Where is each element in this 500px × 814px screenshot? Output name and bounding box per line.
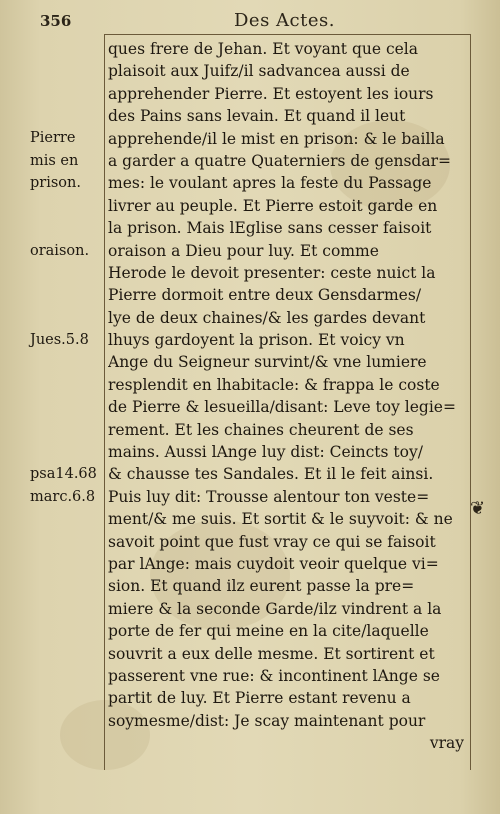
text-line: lhuys gardoyent la prison. Et voicy vn (108, 331, 405, 350)
text-line: resplendit en lhabitacle: & frappa le coste (108, 375, 440, 394)
text-line: des Pains sans levain. Et quand il leut (108, 107, 406, 126)
text-line: Pierre dormoit entre deux Gensdarmes/ (108, 286, 422, 305)
text-line: Herode le devoit presenter: ceste nuict la (108, 263, 436, 282)
text-line: soymesme/dist: Je scay maintenant pour (108, 711, 426, 730)
text-line: mains. Aussi lAnge luy dist: Ceincts toy/ (108, 443, 423, 462)
text-line: souvrit a eux delle mesme. Et sortirent et (108, 644, 435, 663)
page-header (0, 6, 500, 36)
margin-note: psa14.68 (30, 466, 97, 482)
text-line: par lAnge: mais cuydoit veoir quelque vi= (108, 554, 439, 573)
page-number: 356 (40, 12, 72, 30)
margin-note: oraison. (30, 243, 90, 259)
text-line: plaisoit aux Juifz/il sadvancea aussi de (108, 62, 410, 81)
text-line: Ange du Seigneur survint/& vne lumiere (108, 353, 427, 372)
main-text-block (108, 38, 470, 755)
text-line: partit de luy. Et Pierre estant revenu a (108, 689, 411, 708)
text-line: sion. Et quand ilz eurent passe la pre= (108, 577, 415, 596)
margin-note: prison. (30, 175, 81, 191)
text-line: a garder a quatre Quaterniers de gensdar= (108, 151, 451, 170)
text-line: lye de deux chaines/& les gardes devant (108, 308, 426, 327)
margin-note: marc.6.8 (30, 489, 96, 505)
margin-note: Pierre (30, 130, 76, 146)
text-line: ment/& me suis. Et sortit & le suyvoit: & ne (108, 510, 453, 529)
text-line: porte de fer qui meine en la cite/laquelle (108, 622, 429, 641)
margin-note: mis en (30, 153, 79, 169)
text-line: ques frere de Jehan. Et voyant que cela (108, 40, 419, 58)
running-head: Des Actes. (234, 10, 335, 31)
text-line: rement. Et les chaines cheurent de ses (108, 420, 414, 439)
margin-note: Jues.5.8 (30, 332, 89, 348)
catchword: vray (429, 734, 464, 753)
text-line: livrer au peuple. Et Pierre estoit garde en (108, 196, 438, 215)
text-line: la prison. Mais lEglise sans cesser faisoit (108, 219, 432, 238)
text-line: miere & la seconde Garde/ilz vindrent a la (108, 599, 442, 618)
text-frame-right-rule (470, 34, 471, 770)
text-line: apprehender Pierre. Et estoyent les iours (108, 84, 434, 103)
text-frame-top-rule (104, 34, 470, 35)
text-line: oraison a Dieu pour luy. Et comme (108, 241, 379, 260)
text-line: savoit point que fust vray ce qui se faisoit (108, 532, 436, 551)
text-line: mes: le voulant apres la feste du Passage (108, 174, 432, 193)
text-line: Puis luy dit: Trousse alentour ton veste= (108, 487, 430, 506)
text-line: passerent vne rue: & incontinent lAnge se (108, 666, 440, 685)
flower-ornament-icon: ❦ (470, 498, 486, 519)
text-line: de Pierre & lesueilla/disant: Leve toy legie= (108, 398, 456, 417)
text-line: & chausse tes Sandales. Et il le feit ainsi. (108, 465, 434, 484)
text-line: apprehende/il le mist en prison: & le bailla (108, 129, 445, 148)
